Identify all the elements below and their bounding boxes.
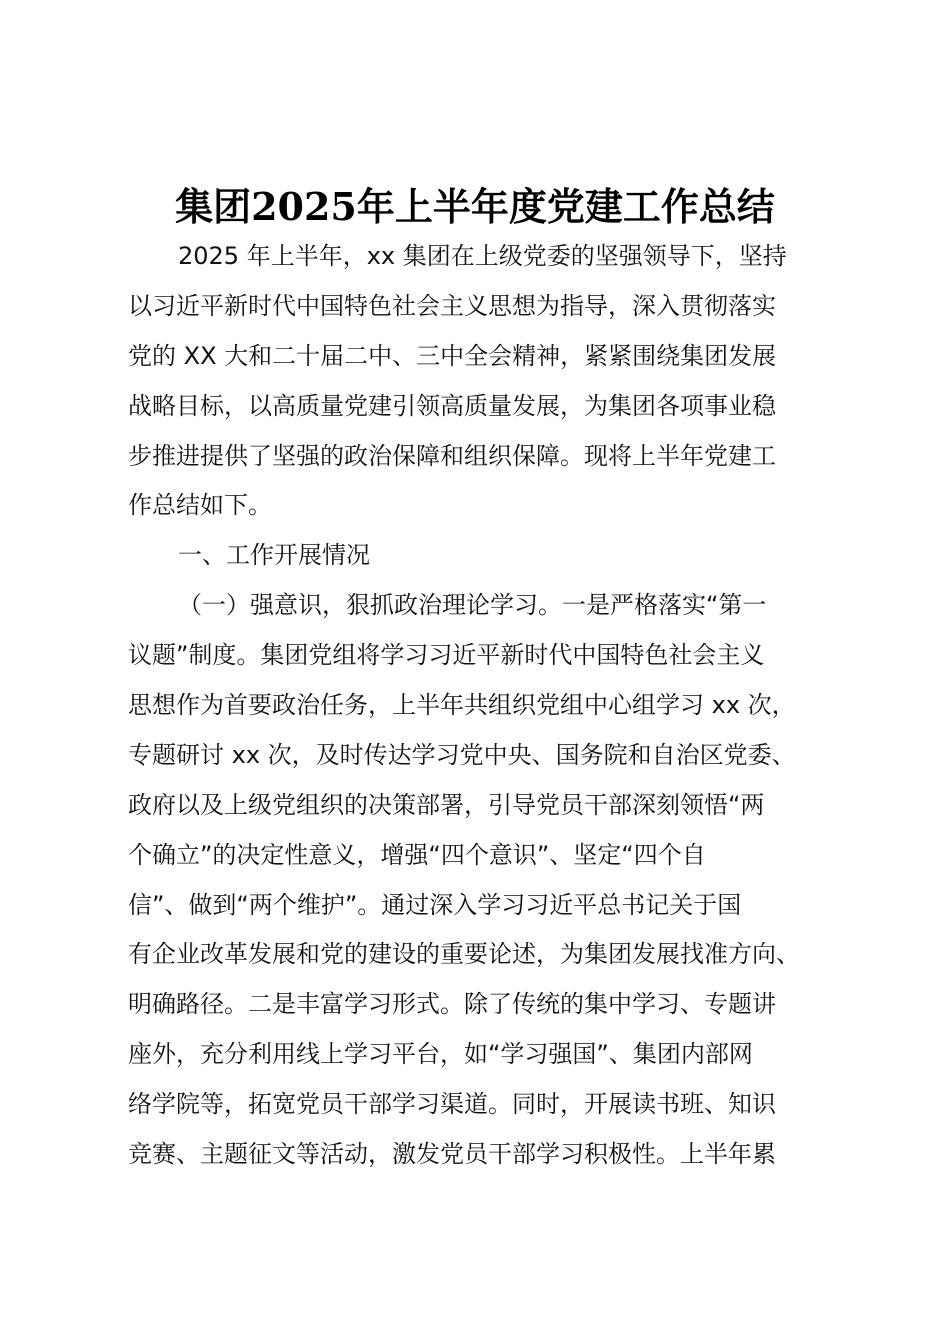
paragraph-line: 个确立”的决定性意义，增强“四个意识”、坚定“四个自	[128, 840, 706, 869]
section-heading: 一、工作开展情况	[178, 541, 370, 570]
paragraph-line: 党的 XX 大和二十届二中、三中全会精神，紧紧围绕集团发展	[128, 341, 777, 370]
paragraph-line: 战略目标，以高质量党建引领高质量发展，为集团各项事业稳	[128, 391, 776, 420]
paragraph-line: 明确路径。二是丰富学习形式。除了传统的集中学习、专题讲	[128, 990, 776, 1019]
paragraph-line: （一）强意识，狠抓政治理论学习。一是严格落实“第一	[178, 591, 767, 620]
paragraph-line: 信”、做到“两个维护”。通过深入学习习近平总书记关于国	[128, 890, 742, 919]
paragraph-line: 步推进提供了坚强的政治保障和组织保障。现将上半年党建工	[128, 441, 776, 470]
paragraph-line: 有企业改革发展和党的建设的重要论述，为集团发展找准方向、	[128, 940, 800, 969]
paragraph-line: 络学院等，拓宽党员干部学习渠道。同时，开展读书班、知识	[128, 1090, 776, 1119]
document-title: 集团2025年上半年度党建工作总结	[175, 184, 775, 229]
paragraph-line: 政府以及上级党组织的决策部署，引导党员干部深刻领悟“两	[128, 790, 765, 819]
paragraph-line: 议题”制度。集团党组将学习习近平新时代中国特色社会主义	[128, 641, 765, 670]
paragraph-line: 竞赛、主题征文等活动，激发党员干部学习积极性。上半年累	[128, 1140, 776, 1169]
paragraph-line: 专题研讨 xx 次，及时传达学习党中央、国务院和自治区党委、	[128, 740, 796, 769]
paragraph-line: 座外，充分利用线上学习平台，如“学习强国”、集团内部网	[128, 1040, 753, 1069]
paragraph-line: 以习近平新时代中国特色社会主义思想为指导，深入贯彻落实	[128, 291, 776, 320]
paragraph-line: 思想作为首要政治任务，上半年共组织党组中心组学习 xx 次，	[128, 691, 796, 720]
paragraph-line: 作总结如下。	[128, 491, 272, 520]
paragraph-line: 2025 年上半年，xx 集团在上级党委的坚强领导下，坚持	[178, 242, 787, 270]
document-body	[128, 232, 844, 1180]
